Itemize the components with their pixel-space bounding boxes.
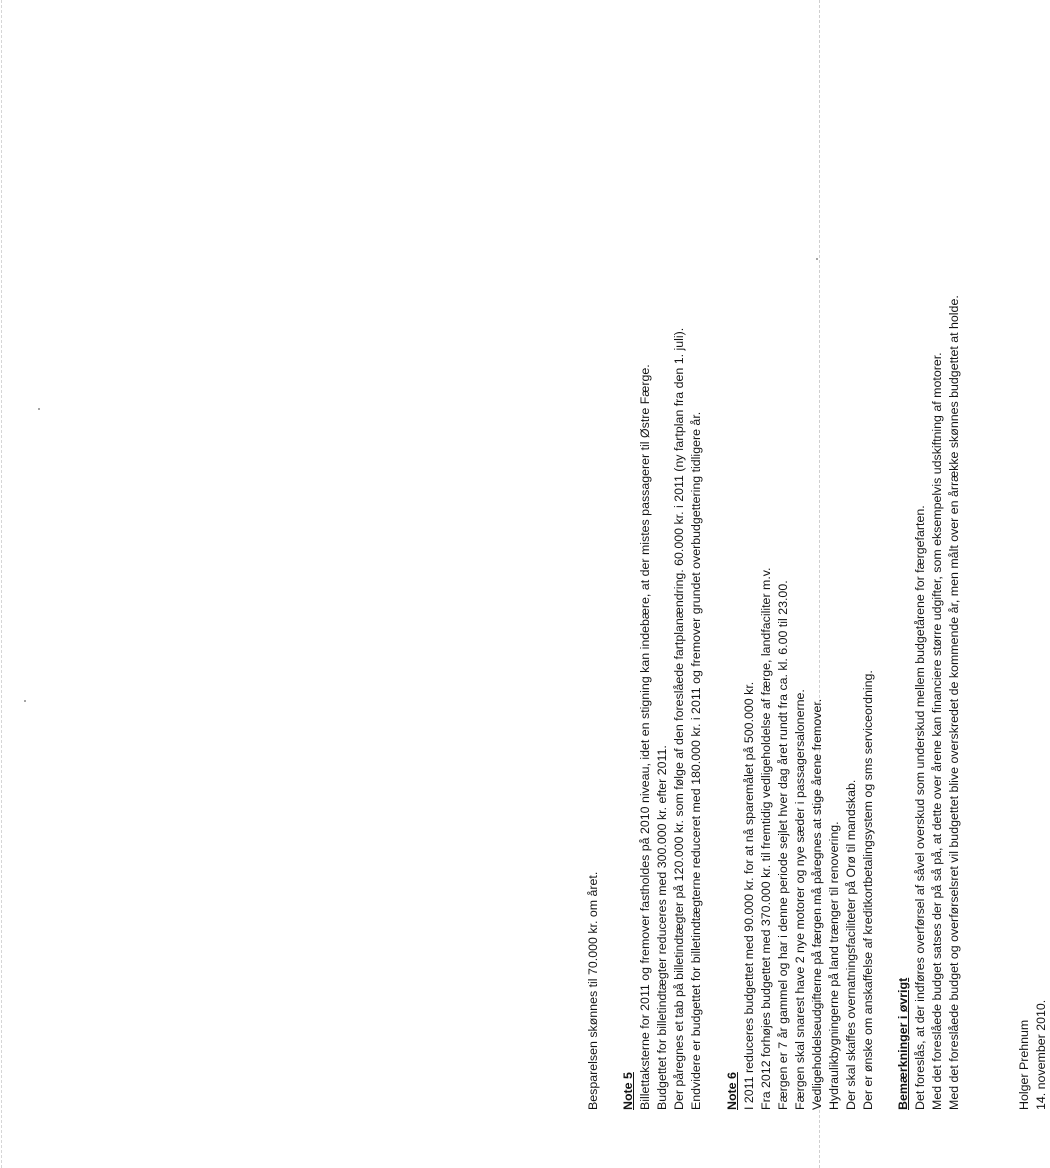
- remarks-line: Med det foreslåede budget og overførselsret vil budgettet blive overskredet de kommende år, men målt over en årrække skønnes budgettet at holde.: [947, 295, 961, 1110]
- note6-line: Hydraulikbygningerne på land trænger til renovering.: [827, 821, 841, 1110]
- note5-line: Endvidere er budgettet for billetindtægterne reduceret med 180.000 kr. i 2011 og fremover grundet overbudgettering tidligere år.: [689, 411, 703, 1110]
- note5-line: Der påregnes et tab på billetindtægter på 120.000 kr. som følge af den foreslåede fartplanændring. 60.000 kr. i 2011 (ny fartplan fra den 1. juli).: [672, 327, 686, 1110]
- note6-line: Der er ønske om anskaffelse af kreditkortbetalingsystem og sms serviceordning.: [861, 670, 875, 1110]
- note6-line: Der skal skaffes overnatningsfaciliteter på Orø til mandskab.: [844, 779, 858, 1110]
- note6-line: Færgen er 7 år gammel og har i denne periode sejlet hver dag året rundt fra ca. kl. 6.00 til 23.00.: [776, 580, 790, 1110]
- note6-line: Vedligeholdelseudgifterne på færgen må påregnes at stige årene fremover.: [810, 698, 824, 1110]
- note6-title: Note 6: [725, 1072, 739, 1110]
- scan-edge-left: [1, 0, 3, 1168]
- scan-speck: [24, 700, 26, 702]
- signature-name: Holger Prehnum: [1017, 1019, 1031, 1110]
- note6-line: Fra 2012 forhøjes budgettet med 370.000 kr. til fremtidig vedligeholdelse af færge, landfaciliter m.v.: [759, 567, 773, 1110]
- scan-speck: [38, 408, 40, 410]
- note5-title: Note 5: [621, 1072, 635, 1110]
- remarks-title: Bemærkninger i øvrigt: [896, 977, 910, 1110]
- note6-line: I 2011 reduceres budgettet med 90.000 kr. for at nå sparemålet på 500.000 kr.: [742, 681, 756, 1110]
- remarks-line: Det foreslås, at der indføres overførsel af såvel overskud som underskud mellem budgetårene for færgefarten.: [913, 505, 927, 1110]
- note5-line: Billettaksterne for 2011 og fremover fastholdes på 2010 niveau, idet en stigning kan indebære, at der mistes passagerer til Østre Færge.: [638, 364, 652, 1110]
- rotated-text-body: [585, 110, 1048, 1110]
- intro-text: Besparelsen skønnes til 70.000 kr. om året.: [586, 871, 600, 1110]
- remarks-line: Med det foreslåede budget satses der på så på, at dette over årene kan financiere større udgifter, som eksempelvis udskiftning af motorer.: [930, 352, 944, 1110]
- note6-line: Færgen skal snarest have 2 nye motorer og nye sæder i passagersalonerne.: [793, 689, 807, 1110]
- signature-date: 14. november 2010.: [1034, 999, 1048, 1110]
- note5-line: Budgettet for billetindtægter reduceres med 300.000 kr. efter 2011.: [655, 745, 669, 1110]
